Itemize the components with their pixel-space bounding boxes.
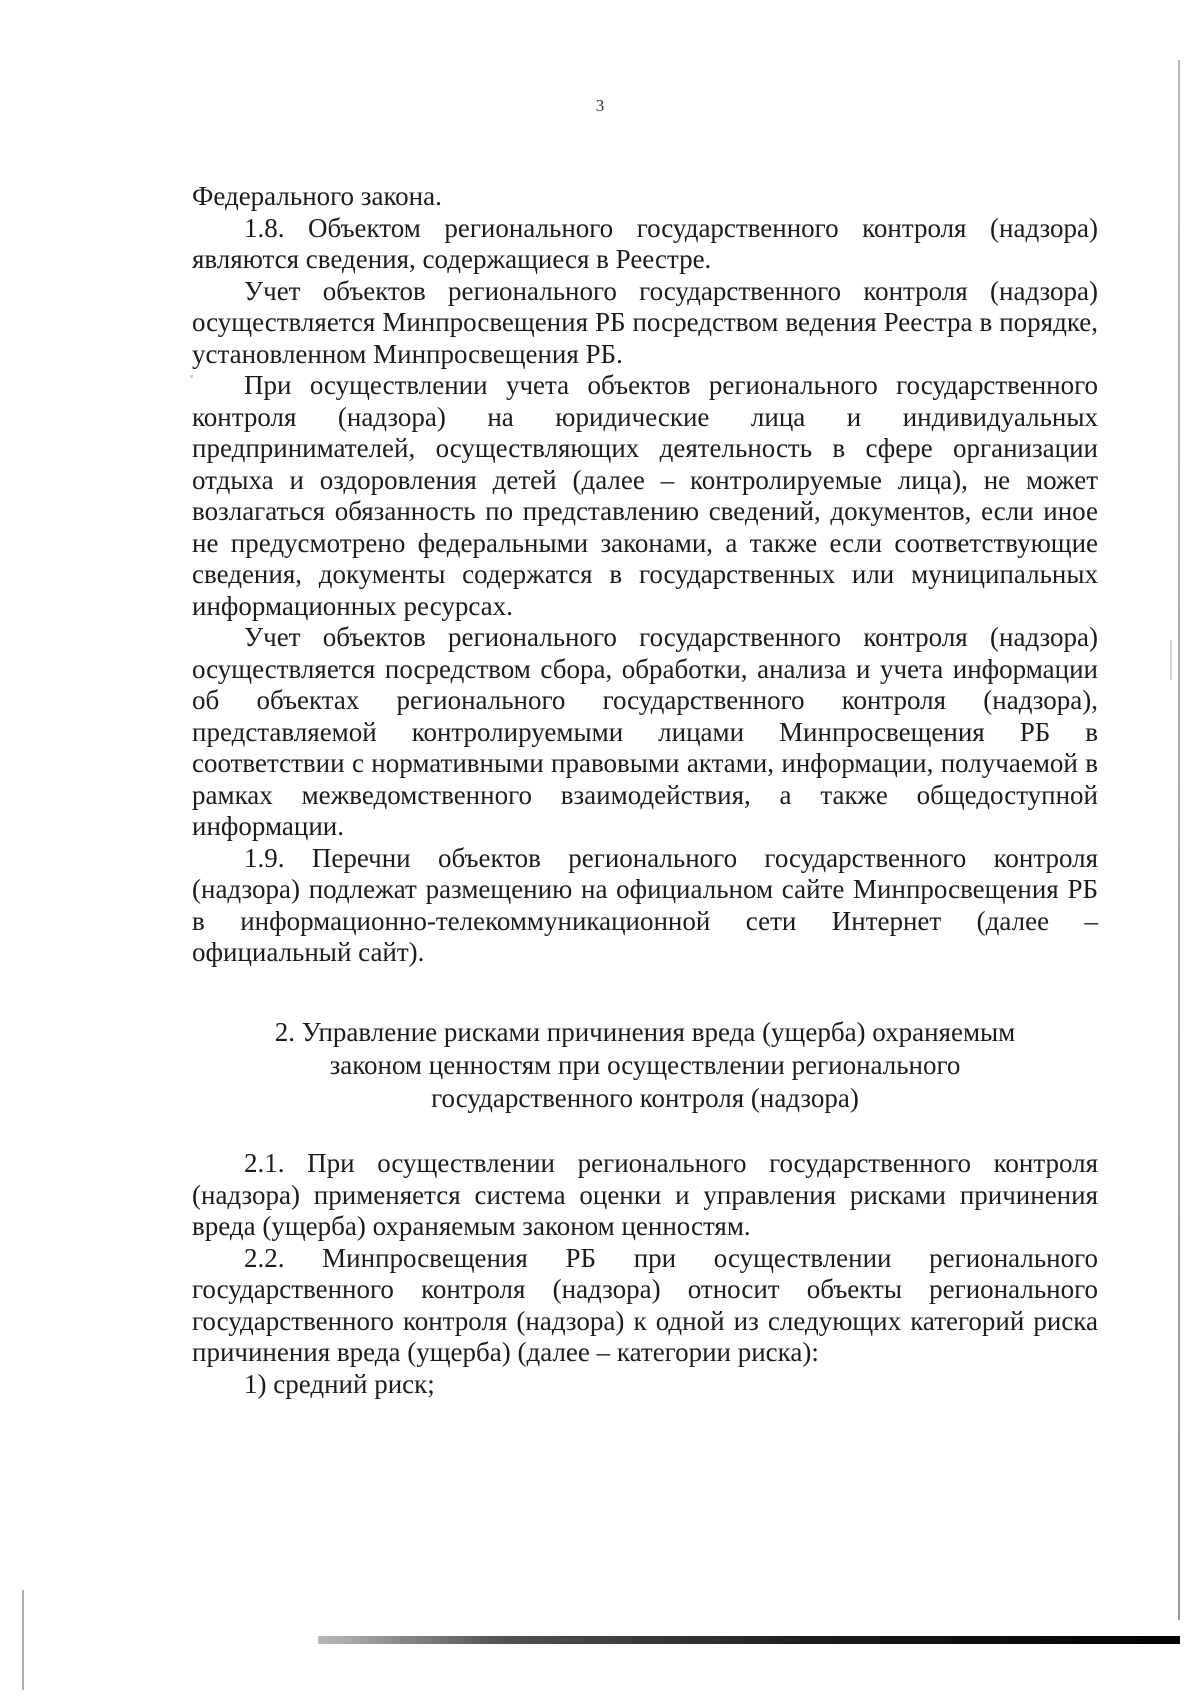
paragraph-no-obligation: При осуществлении учета объектов регионального государственного контроля (надзора) на юридические лица и индивидуальных предпринимателей, осуществляющих деятельность в сфере организации отдыха и оздоровления детей (далее – контролируемые лица), не может возлагаться обязанность по представлению сведений, документов, если иное не предусмотрено федеральными законами, а также если соответствующие сведения, документы содержатся в государственных или муниципальных информационных ресурсах. <box>192 370 1098 621</box>
paragraph-2-2: 2.2. Минпросвещения РБ при осуществлении регионального государственного контроля (надзора) относит объекты регионального государственного контроля (надзора) к одной из следующих категорий риска причинения вреда (ущерба) (далее – категории риска): <box>192 1242 1098 1367</box>
paragraph-continuation: Федерального закона. <box>192 181 442 211</box>
paragraph-1-8: 1.8. Объектом регионального государственного контроля (надзора) являются сведения, содержащиеся в Реестре. <box>192 212 1098 274</box>
section-heading-line: законом ценностям при осуществлении регионального <box>329 1050 961 1080</box>
paragraph-registry-accounting: Учет объектов регионального государственного контроля (надзора) осуществляется Минпросвещения РБ посредством ведения Реестра в порядке, установленном Минпросвещения РБ. <box>192 275 1098 369</box>
page-number: 3 <box>595 96 605 115</box>
paragraph-1-9: 1.9. Перечни объектов регионального государственного контроля (надзора) подлежат размещению на официальном сайте Минпросвещения РБ в информационно-телекоммуникационной сети Интернет (далее – официальный сайт). <box>192 842 1098 967</box>
section-heading <box>192 1016 1098 1115</box>
scan-edge-shadow <box>22 1590 24 1690</box>
paragraph-accounting-method: Учет объектов регионального государственного контроля (надзора) осуществляется посредством сбора, обработки, анализа и учета информации об объектах регионального государственного контроля (надзора), представляемой контролируемыми лицами Минпросвещения РБ в соответствии с нормативными правовыми актами, информации, получаемой в рамках межведомственного взаимодействия, а также общедоступной информации. <box>192 622 1098 841</box>
section-heading-line: 2. Управление рисками причинения вреда (ущерба) охраняемым <box>274 1017 1016 1047</box>
list-item-medium-risk: 1) средний риск; <box>244 1368 435 1399</box>
section-heading-line: государственного контроля (надзора) <box>431 1083 859 1113</box>
body-text-bottom <box>192 1148 1098 1400</box>
scan-speck <box>190 375 193 378</box>
scan-speck <box>1170 640 1172 680</box>
scan-edge-shadow <box>1178 60 1180 1620</box>
paragraph-2-1: 2.1. При осуществлении регионального государственного контроля (надзора) применяется система оценки и управления рисками причинения вреда (ущерба) охраняемым законом ценностям. <box>192 1148 1098 1241</box>
body-text-top <box>192 181 1098 969</box>
scan-bottom-shadow <box>318 1636 1180 1644</box>
